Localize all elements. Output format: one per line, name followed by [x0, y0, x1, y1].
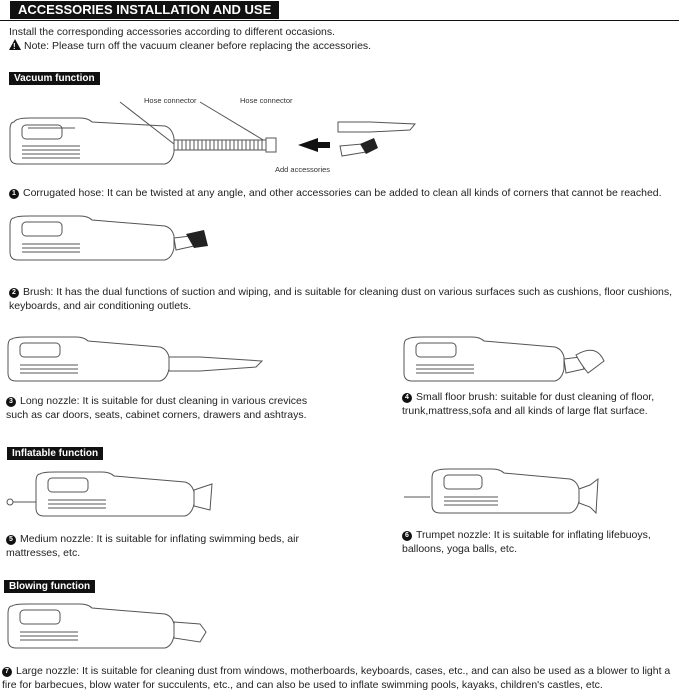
item-3-line-2: such as car doors, seats, cabinet corners, drawers and ashtrays. [6, 409, 307, 421]
note-text: Note: Please turn off the vacuum cleaner before replacing the accessories. [24, 40, 372, 52]
item-7-line-2: fire for barbecues, blow water for succulents, etc., and can also be used to inflate swimming pools, kayaks, children's castles, etc. [2, 679, 603, 691]
item-4-line-2: trunk,mattress,sofa and all kinds of large flat surface. [402, 405, 648, 417]
hose-connector-label-1: Hose connector [144, 96, 197, 105]
section-inflatable: Inflatable function [7, 447, 103, 460]
number-badge-4: 4 [402, 393, 412, 403]
brush-illustration [0, 210, 220, 270]
section-vacuum: Vacuum function [9, 72, 100, 85]
item-3-line-1: Long nozzle: It is suitable for dust cleaning in various crevices [20, 395, 308, 407]
item-4-line-1: Small floor brush: suitable for dust cleaning of floor, [416, 391, 655, 403]
vacuum-hose-illustration [0, 100, 420, 175]
medium-nozzle-illustration [0, 468, 220, 528]
title-divider [0, 20, 679, 21]
item-1-text: Corrugated hose: It can be twisted at any angle, and other accessories can be added to clean all kinds of corners that cannot be reached. [23, 187, 662, 199]
page-title: ACCESSORIES INSTALLATION AND USE [10, 1, 279, 19]
item-6-line-1: Trumpet nozzle: It is suitable for inflating lifebuoys, [416, 529, 651, 541]
item-7 [2, 664, 679, 692]
intro-text: Install the corresponding accessories according to different occasions. [9, 26, 336, 38]
small-floor-brush-illustration [400, 333, 610, 393]
number-badge-7: 7 [2, 667, 12, 677]
item-2-text: Brush: It has the dual functions of suction and wiping, and is suitable for cleaning dust on various surfaces such as cushions, floor cushions, keyboards, and air conditioning outlets. [9, 286, 673, 312]
item-6 [402, 528, 677, 556]
number-badge-6: 6 [402, 531, 412, 541]
item-6-line-2: balloons, yoga balls, etc. [402, 543, 517, 555]
note-line [9, 39, 371, 53]
add-accessories-label: Add accessories [275, 165, 331, 174]
trumpet-nozzle-illustration [400, 465, 610, 525]
section-blowing: Blowing function [4, 580, 95, 593]
item-2 [9, 285, 674, 313]
number-badge-1: 1 [9, 189, 19, 199]
long-nozzle-illustration [0, 333, 270, 393]
item-3 [6, 394, 386, 422]
item-5 [6, 532, 386, 560]
item-5-line-1: Medium nozzle: It is suitable for inflating swimming beds, air [20, 533, 299, 545]
number-badge-2: 2 [9, 288, 19, 298]
hose-connector-label-2: Hose connector [240, 96, 293, 105]
number-badge-3: 3 [6, 397, 16, 407]
item-7-line-1: Large nozzle: It is suitable for cleaning dust from windows, motherboards, keyboards, cases, etc., and can also be used as a blower to light a [16, 665, 671, 677]
item-5-line-2: mattresses, etc. [6, 547, 81, 559]
warning-icon [9, 39, 21, 50]
number-badge-5: 5 [6, 535, 16, 545]
large-nozzle-illustration [0, 600, 220, 660]
item-1 [9, 186, 679, 200]
item-4 [402, 390, 677, 418]
